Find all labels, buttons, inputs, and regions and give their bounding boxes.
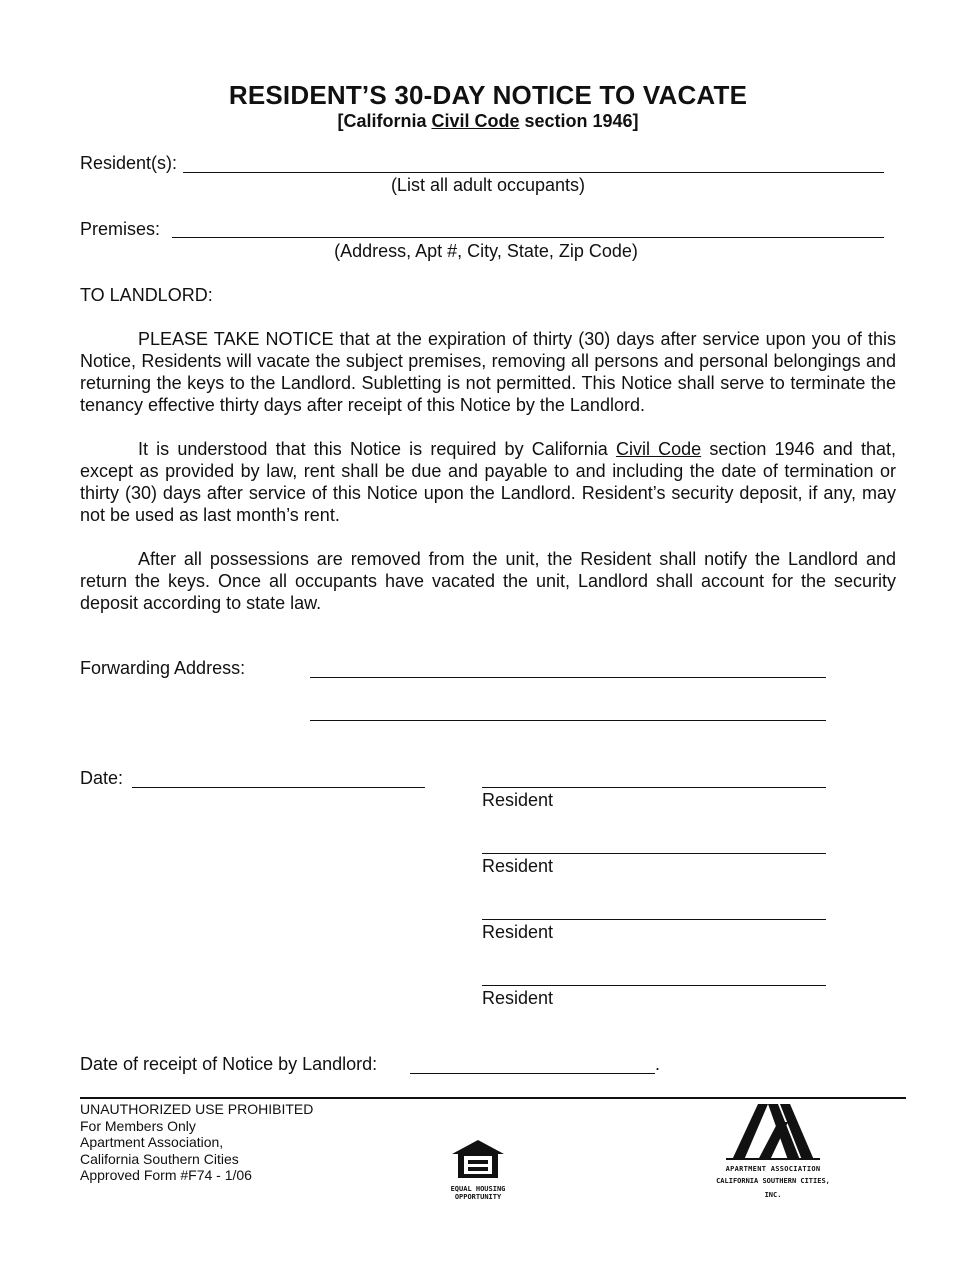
civil-code-link[interactable]: Civil Code	[431, 111, 520, 131]
resident-signature-line-4[interactable]	[482, 985, 826, 986]
date-label: Date:	[80, 768, 124, 788]
footer-line-2: For Members Only	[80, 1117, 196, 1134]
page-subtitle	[0, 111, 976, 132]
resident-signature-line-2[interactable]	[482, 853, 826, 854]
resident-signature-line-3[interactable]	[482, 919, 826, 920]
footer-line-1: UNAUTHORIZED USE PROHIBITED	[80, 1101, 314, 1117]
paragraph-1-text: PLEASE TAKE NOTICE that at the expiration of thirty (30) days after service upon you of this Notice, Residents will vacate the subject premises, removing all persons and personal belongings and returning the keys to the Landlord. Subletting is not permitted. This Notice shall serve to terminate the tenancy effective thirty days after receipt of this Notice by the Landlord.	[80, 329, 896, 415]
resident-label-4: Resident	[482, 988, 554, 1008]
association-text-2: CALIFORNIA SOUTHERN CITIES, INC.	[716, 1177, 830, 1199]
paragraph-2-text	[80, 438, 896, 526]
forwarding-address-line-2[interactable]	[310, 720, 826, 721]
equal-housing-text-2: OPPORTUNITY	[454, 1193, 502, 1201]
receipt-date-period: .	[655, 1054, 661, 1074]
civil-code-link-2[interactable]: Civil Code	[615, 439, 702, 459]
footer-text	[80, 1101, 313, 1184]
resident-label-1: Resident	[482, 790, 554, 810]
premises-field[interactable]	[172, 237, 884, 238]
footer-line-3: Apartment Association,	[80, 1134, 224, 1150]
equal-housing-text-1: EQUAL HOUSING	[450, 1185, 506, 1193]
salutation: TO LANDLORD:	[80, 285, 213, 305]
residents-field[interactable]	[183, 172, 884, 173]
footer-divider	[80, 1097, 906, 1099]
residents-label: Resident(s):	[80, 153, 178, 173]
apartment-association-icon	[718, 1102, 828, 1160]
page-title: RESIDENT’S 30-DAY NOTICE TO VACATE	[228, 80, 748, 110]
premises-label: Premises:	[80, 219, 161, 239]
receipt-date-label: Date of receipt of Notice by Landlord:	[80, 1054, 378, 1074]
forwarding-address-line-1[interactable]	[310, 677, 826, 678]
equal-housing-logo	[444, 1138, 512, 1201]
forwarding-address-label: Forwarding Address:	[80, 658, 246, 678]
apartment-association-logo	[706, 1102, 840, 1202]
resident-label-2: Resident	[482, 856, 554, 876]
paragraph-3-text: After all possessions are removed from the unit, the Resident shall notify the Landlord and return the keys. Once all occupants have vacated the unit, Landlord shall account for the security deposit according to state law.	[80, 549, 896, 613]
resident-label-3: Resident	[482, 922, 554, 942]
paragraph-2	[80, 438, 896, 526]
paragraph-2-post: section 1946 and that, except as provided by law, rent shall be due and payable to and including the date of termination or thirty (30) days after service of this Notice upon the Landlord. Resident’s security deposit, if any, may not be used as last month’s rent.	[80, 439, 896, 525]
paragraph-3	[80, 548, 896, 614]
resident-signature-line-1[interactable]	[482, 787, 826, 788]
subtitle-suffix: section 1946]	[519, 111, 639, 131]
premises-hint: (Address, Apt #, City, State, Zip Code)	[334, 241, 638, 261]
footer-line-5: Approved Form #F74 - 1/06	[80, 1167, 252, 1183]
paragraph-2-pre: It is understood that this Notice is required by California	[138, 439, 616, 459]
paragraph-1	[80, 328, 896, 416]
date-field[interactable]	[132, 787, 425, 788]
footer-line-4: California Southern Cities	[80, 1150, 239, 1167]
equal-housing-icon	[448, 1138, 508, 1180]
subtitle-prefix: [California	[337, 111, 432, 131]
association-text-1: APARTMENT ASSOCIATION	[725, 1165, 821, 1173]
receipt-date-field[interactable]	[410, 1073, 655, 1074]
residents-hint: (List all adult occupants)	[390, 175, 586, 195]
